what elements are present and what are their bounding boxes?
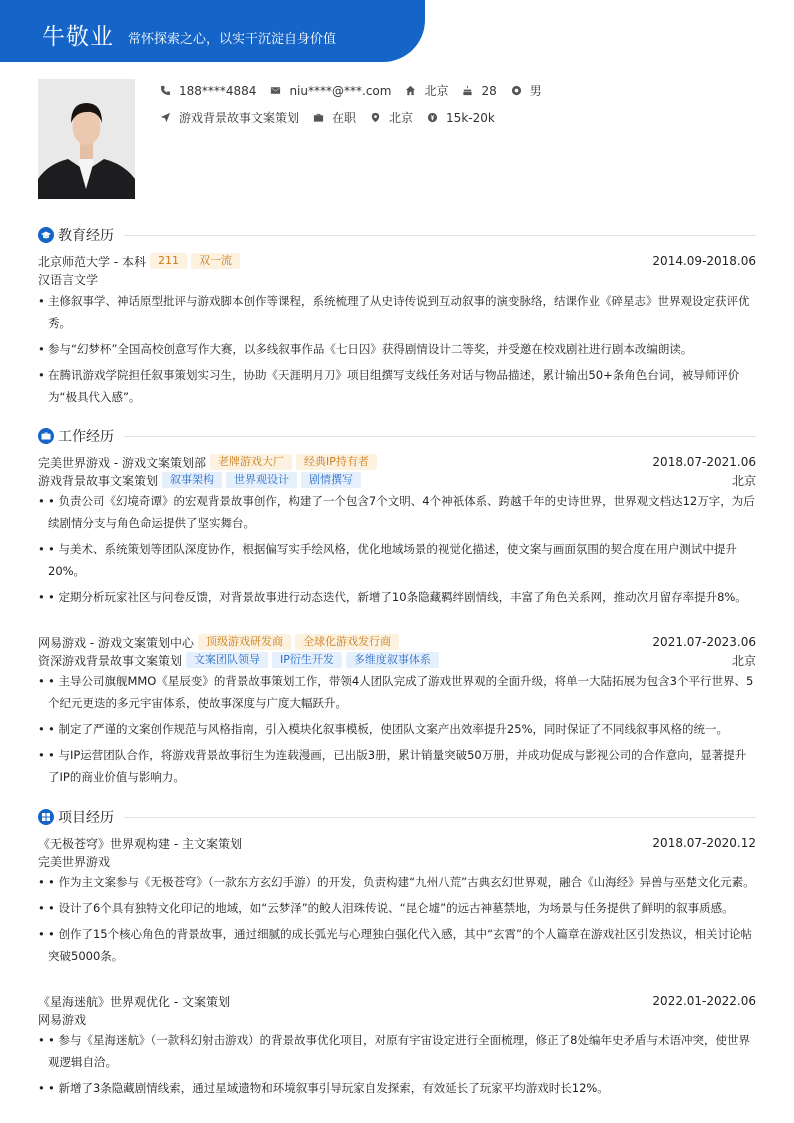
motto: 常怀探索之心，以实干沉淀自身价值 [128, 32, 337, 47]
project-period: 2018.07-2020.12 [652, 836, 756, 850]
residence-text: 北京 [424, 84, 449, 98]
project-title-line [38, 834, 756, 852]
role-name: 游戏背景故事文案策划 [38, 473, 159, 488]
company-name: 完美世界游戏 - 游戏文案策划部 [38, 455, 206, 470]
project-company: 完美世界游戏 [38, 854, 111, 869]
email-item [270, 84, 391, 98]
major-name: 汉语言文学 [38, 272, 99, 287]
project-period: 2022.01-2022.06 [652, 994, 756, 1008]
section-divider [124, 235, 756, 236]
location-icon [370, 112, 381, 123]
portrait-image [38, 79, 135, 199]
target-position-item [160, 109, 299, 126]
list-item: • • 参与《星海迷航》（一款科幻射击游戏）的背景故事优化项目，对原有宇宙设定进行全面梳理，修正了8处编年史矛盾与术语冲突，使世界观逻辑自洽。 [38, 1029, 756, 1073]
work-entry [38, 633, 756, 792]
target-position-text: 游戏背景故事文案策划 [179, 111, 300, 125]
role-tag: 剧情撰写 [301, 472, 361, 488]
target-city-text: 北京 [389, 111, 414, 125]
project-entry [38, 992, 756, 1103]
age-item [462, 84, 496, 98]
project-company: 网易游戏 [38, 1012, 87, 1027]
list-item: • 主修叙事学、神话原型批评与游戏脚本创作等课程，系统梳理了从史诗传说到互动叙事的演变脉络，结课作业《碎星志》世界观设定获评优秀。 [38, 290, 756, 334]
contact-row [160, 82, 556, 99]
list-item: • • 主导公司旗舰MMO《星辰变》的背景故事策划工作，带领4人团队完成了游戏世界观的全面升级，将单一大陆拓展为包含3个平行世界、5个纪元更迭的多元宇宙体系，使故事深度与广度大幅跃升。 [38, 670, 756, 714]
education-heading: 教育经历 [58, 228, 114, 244]
target-city-item [370, 109, 413, 126]
project-title-line [38, 992, 756, 1010]
work-role-line [38, 651, 756, 669]
work-city: 北京 [731, 653, 756, 668]
school-name: 北京师范大学 - 本科 [38, 254, 146, 269]
work-section-title [38, 426, 756, 446]
project-title: 《无极苍穹》世界观构建 - 主文案策划 [38, 836, 242, 851]
project-entry [38, 834, 756, 971]
major-line [38, 270, 756, 288]
work-period: 2018.07-2021.06 [652, 455, 756, 469]
list-item: • 在腾讯游戏学院担任叙事策划实习生，协助《天涯明月刀》项目组撰写支线任务对话与物品描述，累计输出50+条角色台词，被导师评价为“极具代入感”。 [38, 364, 756, 408]
role-tag: 叙事架构 [162, 472, 222, 488]
phone-item [160, 84, 256, 98]
education-header [38, 252, 756, 270]
work-company-line [38, 453, 756, 471]
work-entry [38, 453, 756, 612]
status-item [313, 109, 356, 126]
project-title: 《星海迷航》世界观优化 - 文案策划 [38, 994, 230, 1009]
company-tag: 经典IP持有者 [296, 454, 377, 470]
role-tag: 文案团队领导 [186, 652, 268, 668]
work-company-line [38, 633, 756, 651]
company-tag: 全球化游戏发行商 [295, 634, 399, 650]
mail-icon [270, 85, 281, 96]
education-period: 2014.09-2018.06 [652, 254, 756, 268]
grid-icon [38, 809, 54, 825]
candidate-name: 牛敬业 [42, 24, 114, 50]
header-banner [0, 0, 425, 62]
project-bullets [38, 871, 756, 967]
phone-text: 188****4884 [179, 83, 257, 98]
school-tag: 双一流 [191, 253, 240, 269]
company-tag: 老牌游戏大厂 [210, 454, 292, 470]
gender-item [511, 82, 542, 99]
list-item: • • 新增了3条隐藏剧情线索，通过星域遗物和环境叙事引导玩家自发探索，有效延长了玩家平均游戏时长12%。 [38, 1077, 756, 1099]
project-heading: 项目经历 [58, 810, 114, 826]
list-item: • • 制定了严谨的文案创作规范与风格指南，引入模块化叙事模板，使团队文案产出效率提升25%，同时保证了不同线叙事风格的统一。 [38, 718, 756, 740]
list-item: • • 创作了15个核心角色的背景故事，通过细腻的成长弧光与心理独白强化代入感，其中“玄霄”的个人篇章在游戏社区引发热议，相关讨论帖突破5000条。 [38, 923, 756, 967]
age-text: 28 [481, 83, 497, 98]
work-city: 北京 [731, 473, 756, 488]
company-tag: 顶级游戏研发商 [198, 634, 291, 650]
school-tag: 211 [150, 253, 187, 269]
salary-item [427, 111, 495, 125]
education-section-title [38, 225, 756, 245]
education-bullets [38, 290, 756, 408]
section-divider [124, 436, 756, 437]
gender-icon [511, 85, 522, 96]
list-item: • • 设计了6个具有独特文化印记的地域，如“云梦泽”的鲛人泪珠传说、“昆仑墟”的远古神墓禁地，为场景与任务提供了鲜明的叙事质感。 [38, 897, 756, 919]
salary-icon [427, 112, 438, 123]
role-name: 资深游戏背景故事文案策划 [38, 653, 183, 668]
profile-photo [38, 79, 135, 199]
list-item: • 参与“幻梦杯”全国高校创意写作大赛，以多线叙事作品《七日囚》获得剧情设计二等奖，并受邀在校戏剧社进行剧本改编朗读。 [38, 338, 756, 360]
list-item: • • 与IP运营团队合作，将游戏背景故事衍生为连载漫画，已出版3册，累计销量突破50万册，并成功促成与影视公司的合作意向，显著提升了IP的商业价值与影响力。 [38, 744, 756, 788]
phone-icon [160, 85, 171, 96]
graduation-cap-icon [38, 227, 54, 243]
list-item: • • 作为主文案参与《无极苍穹》（一款东方玄幻手游）的开发，负责构建“九州八荒”古典玄幻世界观，融合《山海经》异兽与巫楚文化元素。 [38, 871, 756, 893]
work-heading: 工作经历 [58, 429, 114, 445]
role-tag: IP衍生开发 [272, 652, 342, 668]
list-item: • • 定期分析玩家社区与问卷反馈，对背景故事进行动态迭代，新增了10条隐藏羁绊剧情线，丰富了角色关系网，推动次月留存率提升8%。 [38, 586, 756, 608]
home-icon [405, 85, 416, 96]
send-icon [160, 112, 171, 123]
work-role-line [38, 471, 756, 489]
project-bullets [38, 1029, 756, 1099]
company-name: 网易游戏 - 游戏文案策划中心 [38, 635, 194, 650]
role-tag: 多维度叙事体系 [346, 652, 439, 668]
salary-text: 15k-20k [446, 110, 495, 125]
cake-icon [462, 85, 473, 96]
briefcase-icon [38, 428, 54, 444]
job-intent-row [160, 109, 509, 126]
briefcase-icon [313, 112, 324, 123]
project-company-line [38, 852, 756, 870]
residence-item [405, 82, 448, 99]
work-bullets [38, 490, 756, 608]
gender-text: 男 [529, 84, 542, 98]
work-period: 2021.07-2023.06 [652, 635, 756, 649]
status-text: 在职 [332, 111, 357, 125]
project-section-title [38, 807, 756, 827]
project-company-line [38, 1010, 756, 1028]
email-text: niu****@***.com [289, 83, 392, 98]
role-tag: 世界观设计 [226, 472, 297, 488]
work-bullets [38, 670, 756, 788]
list-item: • • 与美术、系统策划等团队深度协作，根据偏写实手绘风格，优化地域场景的视觉化描述，使文案与画面氛围的契合度在用户测试中提升20%。 [38, 538, 756, 582]
education-entry [38, 252, 756, 412]
list-item: • • 负责公司《幻境奇谭》的宏观背景故事创作，构建了一个包含7个文明、4个神祇体系、跨越千年的史诗世界，世界观文档达12万字，为后续剧情分支与角色命运提供了坚实舞台。 [38, 490, 756, 534]
section-divider [124, 817, 756, 818]
